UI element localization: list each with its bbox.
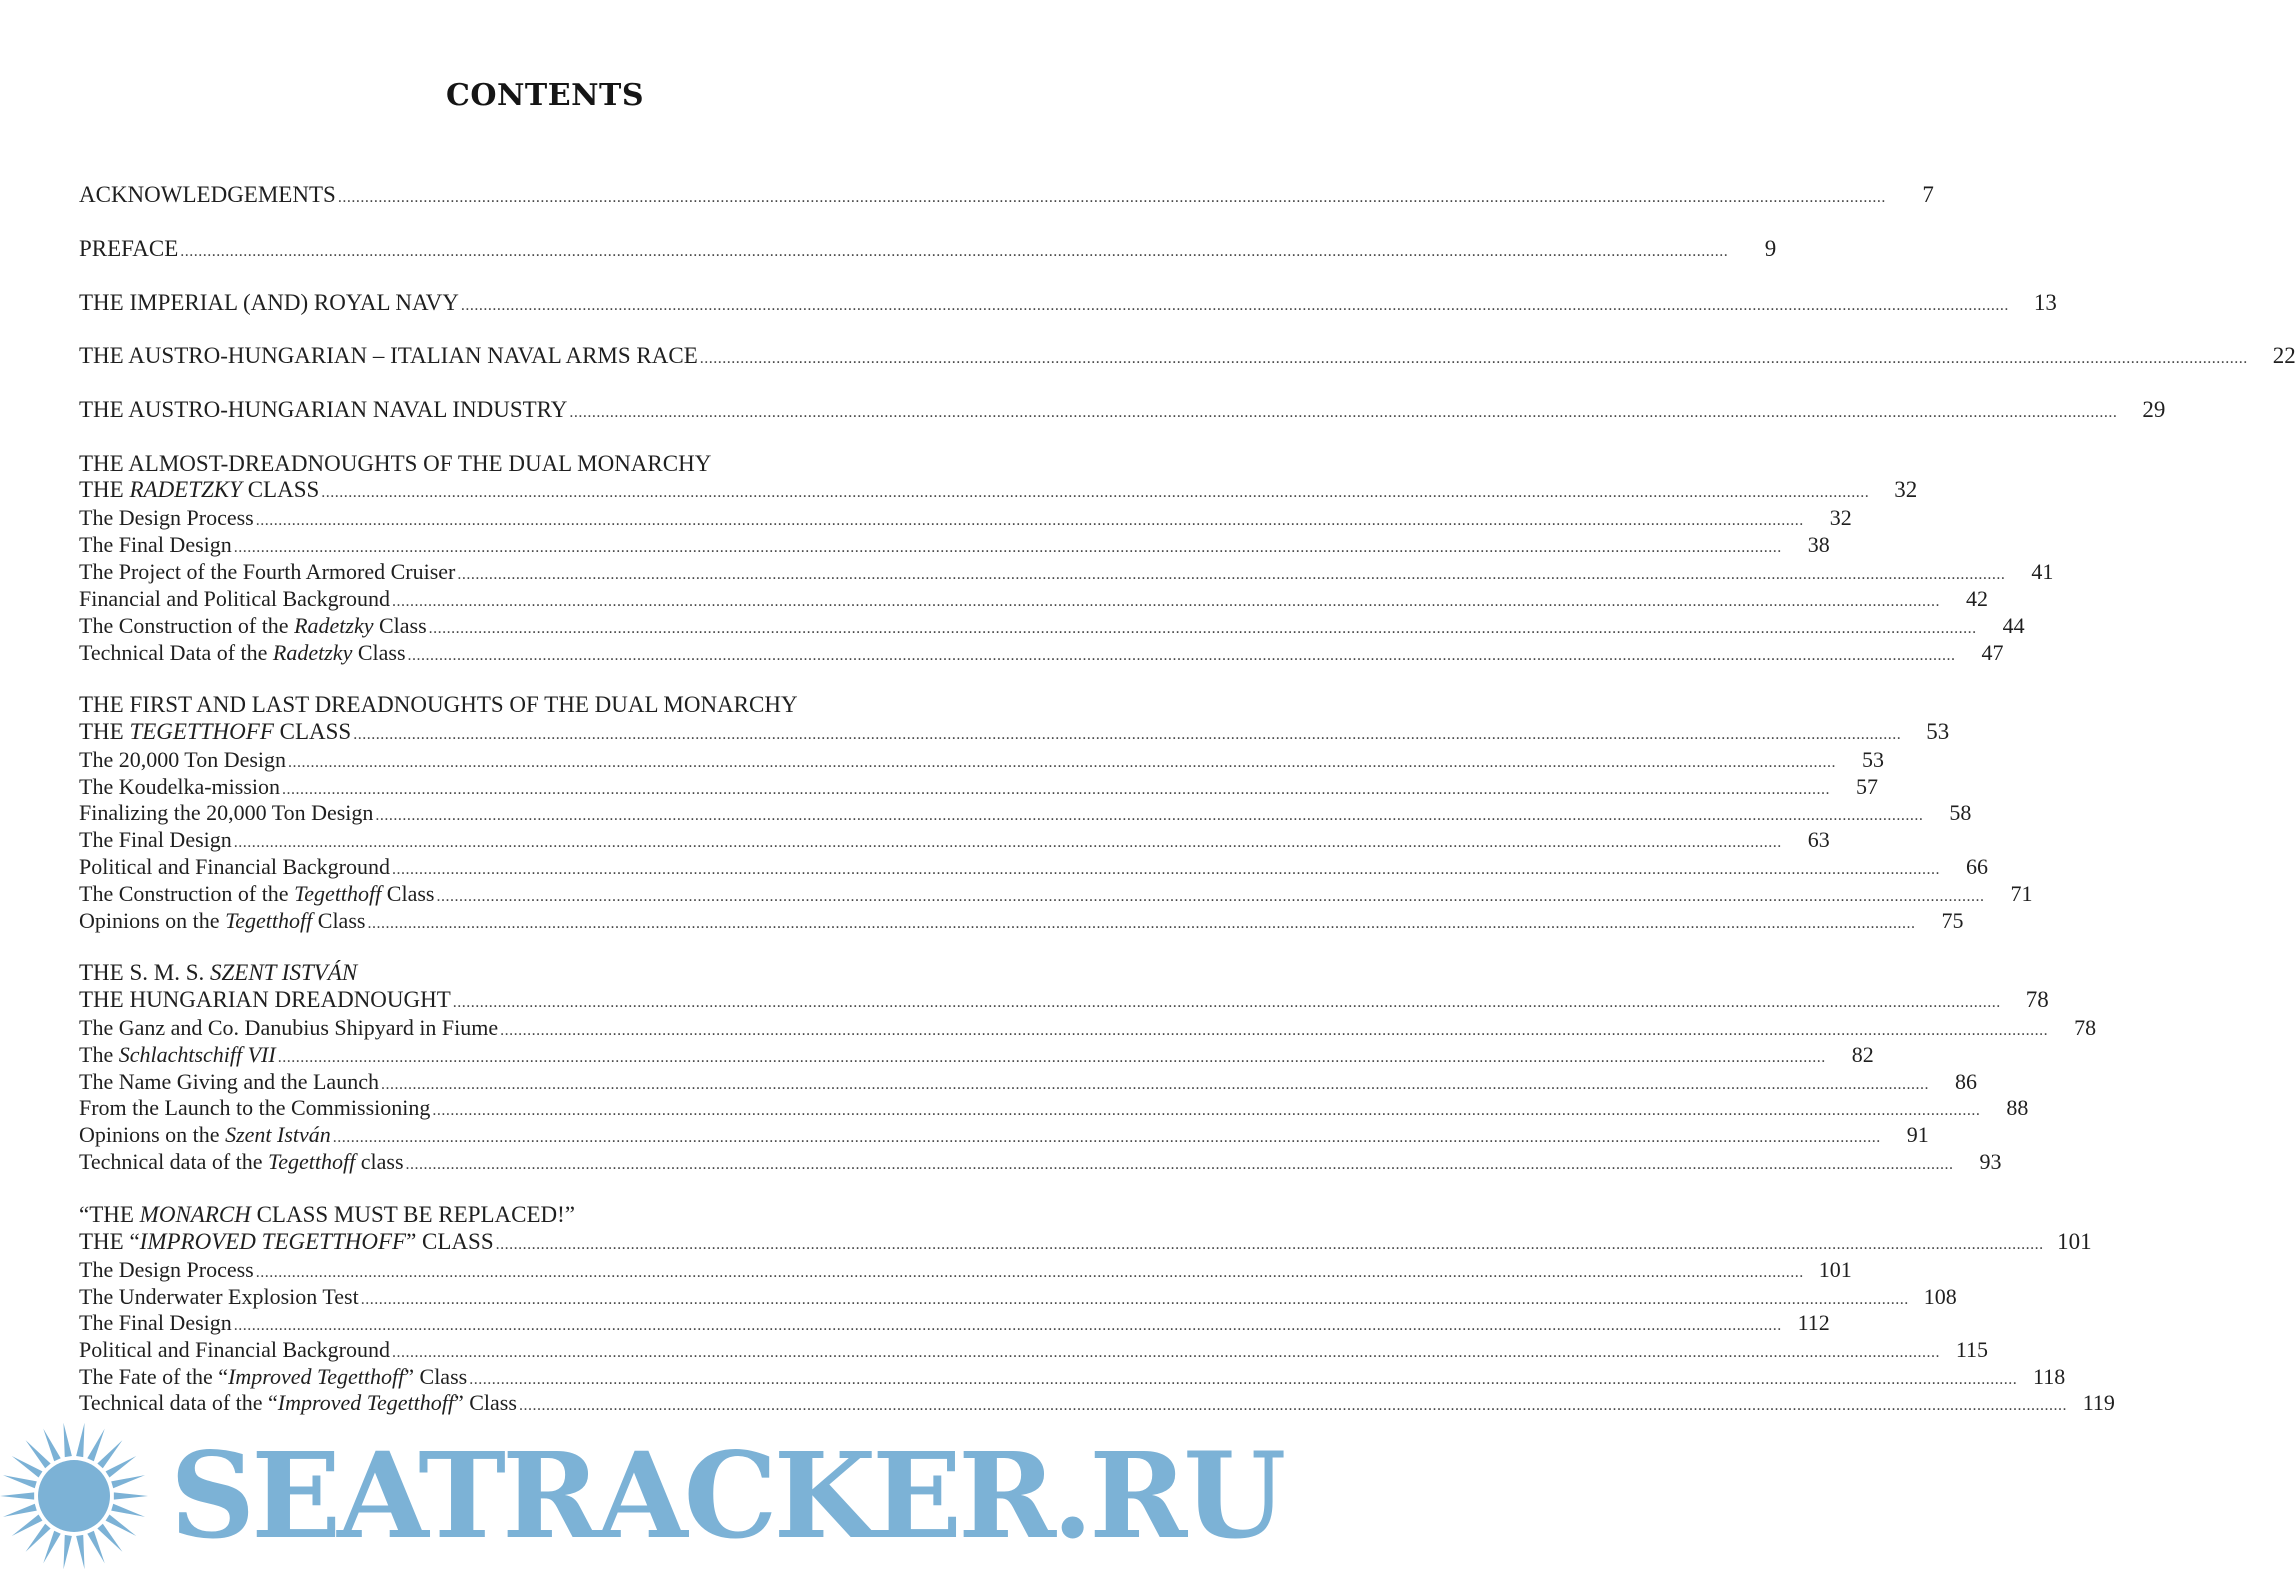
toc-entry-preface: PREFACE ..... 9 (79, 236, 1011, 265)
section-heading: THE ALMOST-DREADNOUGHTS OF THE DUAL MONARCHY (79, 451, 712, 476)
sun-ray (26, 1440, 51, 1468)
sun-ray (63, 1535, 71, 1569)
toc-subentry: Opinions on the Szent István ..... 91 (79, 1122, 1011, 1151)
sun-ray (0, 1492, 34, 1499)
sun-ray (12, 1515, 43, 1536)
sun-ray (26, 1524, 51, 1552)
toc-entry-improved-tegetthoff: THE “IMPROVED TEGETTHOFF” CLASS ..... 101 (79, 1229, 1011, 1258)
sun-ray (111, 1504, 145, 1517)
sun-ray (106, 1456, 137, 1477)
watermark-text: SEATRACKER.RU (170, 1426, 1283, 1565)
section-heading: “THE MONARCH CLASS MUST BE REPLACED!” (79, 1202, 576, 1227)
toc-subentry: From the Launch to the Commissioning ..... 88 (79, 1095, 1011, 1124)
sun-ray (76, 1423, 84, 1457)
toc-entry-hungarian-dreadnought: THE HUNGARIAN DREADNOUGHT ..... 78 (79, 987, 1011, 1016)
section-heading: THE S. M. S. SZENT ISTVÁN (79, 960, 358, 985)
sun-icon (0, 1418, 170, 1568)
toc-entry-naval-industry: THE AUSTRO-HUNGARIAN NAVAL INDUSTRY ..... 29 (79, 397, 1011, 426)
sun-ray (106, 1515, 137, 1536)
sun-ray (114, 1492, 148, 1499)
toc-subentry: The Koudelka-mission ..... 57 (79, 774, 1011, 803)
sun-ray (111, 1475, 145, 1488)
toc-subentry: The Design Process ..... 101 (79, 1257, 1011, 1286)
sun-ray (3, 1475, 37, 1488)
sun-ray (97, 1440, 122, 1468)
toc-entry-imperial-navy: THE IMPERIAL (AND) ROYAL NAVY ..... 13 (79, 290, 1011, 319)
sun-ray (63, 1423, 71, 1457)
toc-subentry: The Project of the Fourth Armored Cruiser ..... 41 (79, 559, 1011, 588)
toc-subentry: Political and Financial Background ..... 115 (79, 1337, 1011, 1366)
toc-subentry: Political and Financial Background ..... 66 (79, 854, 1011, 883)
sun-ray (43, 1531, 60, 1564)
toc-subentry: The Final Design ..... 112 (79, 1310, 1011, 1339)
toc-subentry: Technical data of the Tegetthoff class ..... 93 (79, 1149, 1011, 1178)
sun-ray (87, 1429, 104, 1462)
toc-entry-radetzky-class: THE RADETZKY CLASS ..... 32 (79, 477, 1011, 506)
section-heading: THE FIRST AND LAST DREADNOUGHTS OF THE DUAL MONARCHY (79, 692, 798, 717)
toc-subentry: The 20,000 Ton Design ..... 53 (79, 747, 1011, 776)
toc-subentry: The Design Process ..... 32 (79, 505, 1011, 534)
toc-subentry: The Final Design ..... 38 (79, 532, 1011, 561)
toc-subentry: The Final Design ..... 63 (79, 827, 1011, 856)
toc-subentry: The Schlachtschiff VII ..... 82 (79, 1042, 1011, 1071)
sun-ray (12, 1456, 43, 1477)
toc-subentry: Opinions on the Tegetthoff Class ..... 75 (79, 908, 1011, 937)
toc-subentry: Technical Data of the Radetzky Class ..... 47 (79, 640, 1011, 669)
toc-subentry: The Ganz and Co. Danubius Shipyard in Fiume ..... 78 (79, 1015, 1011, 1044)
toc-subentry: The Construction of the Tegetthoff Class ..... 71 (79, 881, 1011, 910)
toc-subentry: The Construction of the Radetzky Class ..... 44 (79, 613, 1011, 642)
sun-ray (97, 1524, 122, 1552)
watermark (0, 1418, 1283, 1571)
page-title: CONTENTS (445, 78, 645, 113)
sun-ray (76, 1535, 84, 1569)
toc-entry-arms-race: THE AUSTRO-HUNGARIAN – ITALIAN NAVAL ARMS RACE ..... 22 (79, 343, 1011, 372)
toc-entry-acknowledgements: ACKNOWLEDGEMENTS ..... 7 (79, 182, 1011, 211)
toc-subentry: Finalizing the 20,000 Ton Design ..... 58 (79, 800, 1011, 829)
sun-ray (87, 1531, 104, 1564)
sun-ray (43, 1429, 60, 1462)
sun-ray (3, 1504, 37, 1517)
toc-entry-tegetthoff-class: THE TEGETTHOFF CLASS ..... 53 (79, 719, 1011, 748)
toc-subentry: The Underwater Explosion Test ..... 108 (79, 1284, 1011, 1313)
toc-subentry: Technical data of the “Improved Tegetthoff” Class ..... 119 (79, 1390, 1011, 1419)
toc-subentry: Financial and Political Background ..... 42 (79, 586, 1011, 615)
toc-subentry: The Fate of the “Improved Tegetthoff” Class ..... 118 (79, 1364, 1011, 1393)
toc-subentry: The Name Giving and the Launch ..... 86 (79, 1069, 1011, 1098)
